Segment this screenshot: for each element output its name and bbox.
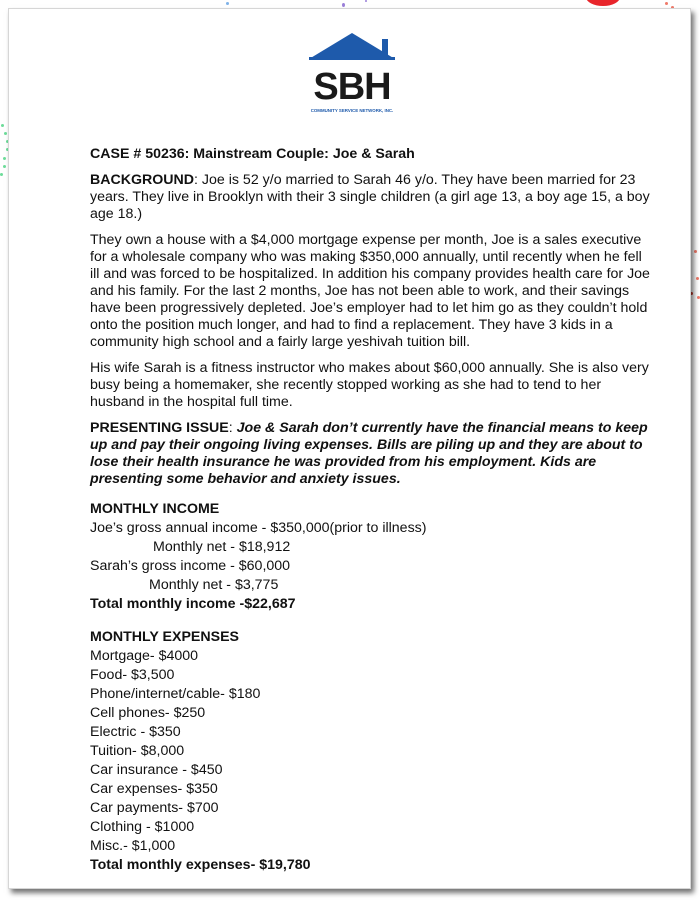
decorative-dot — [4, 132, 7, 135]
income-total: Total monthly income -$22,687 — [90, 596, 296, 612]
expense-item: Tuition- $8,000 — [90, 743, 185, 759]
sbh-logo — [303, 33, 409, 119]
svg-text:COMMUNITY SERVICE NETWORK, INC: COMMUNITY SERVICE NETWORK, INC. — [310, 108, 394, 113]
decorative-dot — [0, 173, 3, 176]
decorative-dot — [586, 0, 620, 6]
income-sarah-gross: Sarah’s gross income - $60,000 — [90, 558, 291, 574]
expense-item: Food- $3,500 — [90, 667, 175, 683]
monthly-income-heading: MONTHLY INCOME — [90, 501, 220, 517]
income-joe-gross: Joe’s gross annual income - $350,000(prior to illness) — [90, 520, 427, 536]
expense-item: Car payments- $700 — [90, 800, 219, 816]
income-sarah-net: Monthly net - $3,775 — [149, 577, 279, 593]
decorative-dot — [342, 3, 345, 7]
expense-item: Car expenses- $350 — [90, 781, 218, 797]
presenting-issue-label: PRESENTING ISSUE — [90, 420, 229, 436]
expense-item: Electric - $350 — [90, 724, 181, 740]
expense-item: Cell phones- $250 — [90, 705, 206, 721]
background-paragraph-3: His wife Sarah is a fitness instructor who makes about $60,000 annually. She is also very busy being a homemaker, she recently stopped working as she had to tend to her husband in the hospital full time. — [90, 360, 649, 410]
decorative-dot — [365, 0, 367, 2]
income-joe-net: Monthly net - $18,912 — [153, 539, 291, 555]
expenses-total: Total monthly expenses- $19,780 — [90, 857, 311, 873]
decorative-dot — [1, 124, 4, 127]
decorative-dot — [3, 157, 6, 160]
document-page — [8, 8, 691, 889]
background-paragraph-2: They own a house with a $4,000 mortgage expense per month, Joe is a sales executive for a wholesale company who was making $350,000 annually, until recently when he fell ill and was forced to be hospitalized. In addition his company provides health care for Joe and his family. For the last 2 months, Joe has not been able to work, and their savings have been progressively depleted. Joe’s employer had to let him go as they couldn’t hold onto the position much longer, and had to find a replacement. They have 3 kids in a community high school and a fairly large yeshivah tuition bill. — [90, 232, 650, 350]
decorative-dot — [665, 2, 668, 5]
background-text: : Joe is 52 y/o married to Sarah 46 y/o. They have been married for 23 years. They live in Brooklyn with their 3 single children (a girl age 13, a boy age 15, a boy age 18.) — [90, 172, 650, 222]
decorative-dot — [694, 250, 697, 253]
expense-item: Clothing - $1000 — [90, 819, 195, 835]
decorative-dot — [696, 277, 699, 280]
case-content — [90, 146, 650, 875]
background-label: BACKGROUND — [90, 172, 195, 188]
expense-item: Phone/internet/cable- $180 — [90, 686, 261, 702]
decorative-dot — [3, 165, 6, 168]
case-title: CASE # 50236: Mainstream Couple: Joe & Sarah — [90, 146, 415, 162]
presenting-issue-separator: : — [228, 420, 237, 436]
background-paragraph-1 — [90, 172, 650, 223]
presenting-issue — [90, 420, 650, 488]
svg-text:SBH: SBH — [313, 66, 391, 108]
expense-item: Mortgage- $4000 — [90, 648, 199, 664]
monthly-expenses-heading: MONTHLY EXPENSES — [90, 629, 240, 645]
presenting-issue-text: Joe & Sarah don’t currently have the financial means to keep up and pay their ongoing living expenses. Bills are piling up and they are about to lose their health insurance he was provided from his employment. Kids are presenting some behavior and anxiety issues. — [90, 420, 648, 487]
decorative-dot — [226, 2, 229, 5]
expense-item: Misc.- $1,000 — [90, 838, 176, 854]
house-roof-icon — [303, 33, 409, 119]
expense-item: Car insurance - $450 — [90, 762, 223, 778]
